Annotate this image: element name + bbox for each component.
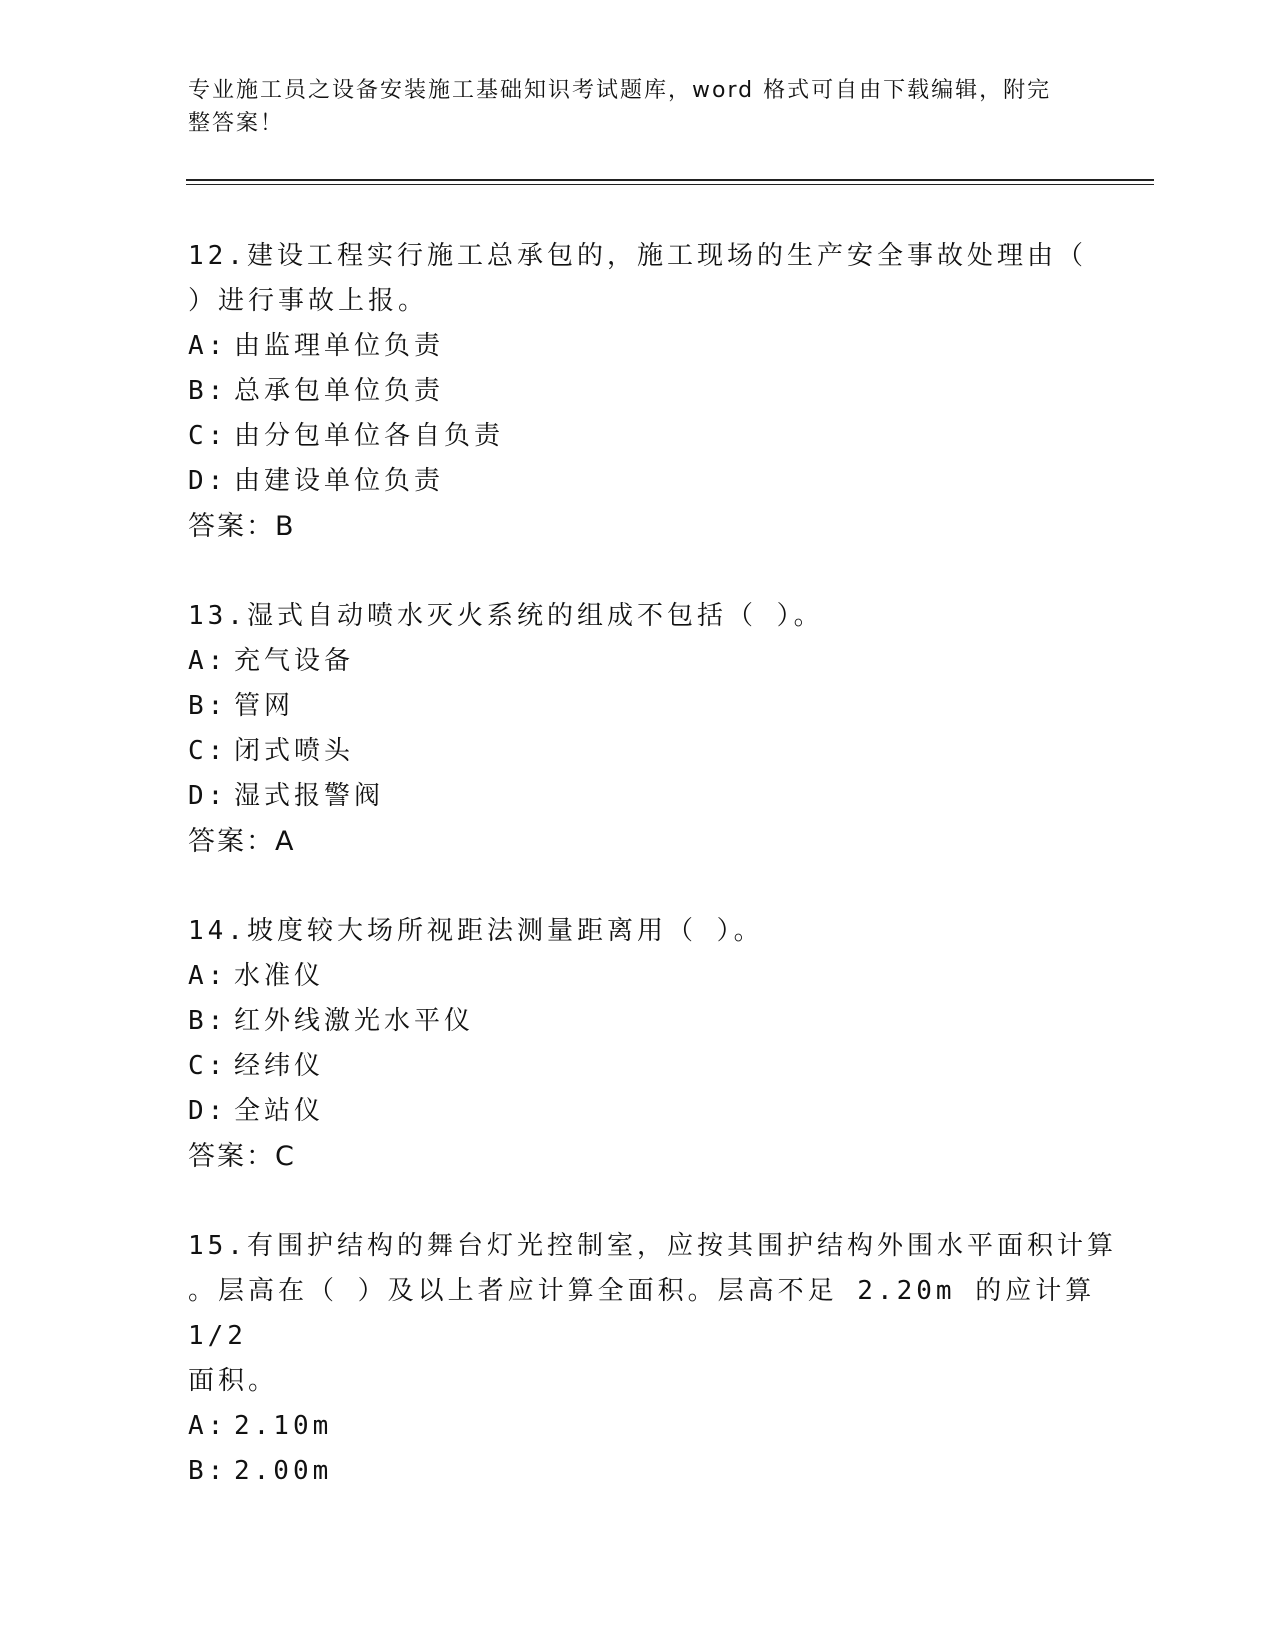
question-text-line: 。层高在（ ）及以上者应计算全面积。层高不足 2.20m 的应计算 1/2 <box>188 1276 1115 1351</box>
option-text: 2.00m <box>234 1456 333 1486</box>
option-label: B: <box>188 691 228 721</box>
option-text: 全站仪 <box>234 1096 325 1126</box>
option-label: D: <box>188 781 228 811</box>
option-text: 由监理单位负责 <box>234 331 445 361</box>
question-text-line: ）进行事故上报。 <box>188 286 429 316</box>
option-label: D: <box>188 466 228 496</box>
question-text-line: 13.湿式自动喷水灭火系统的组成不包括（ ）。 <box>188 601 824 631</box>
question-text-line: 15.有围护结构的舞台灯光控制室，应按其围护结构外围水平面积计算 <box>188 1231 1117 1261</box>
question-15 <box>188 1224 1148 1494</box>
option-text: 水准仪 <box>234 961 325 991</box>
option-label: D: <box>188 1096 228 1126</box>
option-text: 2.10m <box>234 1411 333 1441</box>
answer: 答案：B <box>188 511 296 542</box>
option-c <box>188 1044 1148 1089</box>
option-text: 管网 <box>234 691 295 721</box>
option-label: C: <box>188 421 228 451</box>
question-text-line: 12.建设工程实行施工总承包的，施工现场的生产安全事故处理由（ <box>188 241 1087 271</box>
option-label: B: <box>188 376 228 406</box>
header-line-2: 整答案！ <box>188 111 285 136</box>
option-label: B: <box>188 1456 228 1486</box>
option-a <box>188 639 1148 684</box>
question-12 <box>188 234 1148 550</box>
option-text: 红外线激光水平仪 <box>234 1006 475 1036</box>
option-b <box>188 369 1148 414</box>
option-a <box>188 324 1148 369</box>
option-b <box>188 999 1148 1044</box>
option-a <box>188 954 1148 999</box>
option-label: A: <box>188 646 228 676</box>
option-label: A: <box>188 1411 228 1441</box>
option-label: C: <box>188 736 228 766</box>
option-d <box>188 1089 1148 1134</box>
question-14 <box>188 909 1148 1180</box>
header-line-1: 专业施工员之设备安装施工基础知识考试题库，word 格式可自由下载编辑，附完 <box>188 78 1052 103</box>
option-label: A: <box>188 961 228 991</box>
option-text: 经纬仪 <box>234 1051 325 1081</box>
option-label: B: <box>188 1006 228 1036</box>
header-divider-thin <box>186 184 1154 185</box>
option-text: 由分包单位各自负责 <box>234 421 505 451</box>
option-b <box>188 1449 1148 1494</box>
document-header <box>188 74 1068 140</box>
question-text-line: 面积。 <box>188 1366 279 1396</box>
option-a <box>188 1404 1148 1449</box>
option-text: 闭式喷头 <box>234 736 355 766</box>
answer: 答案：C <box>188 1141 296 1172</box>
option-label: C: <box>188 1051 228 1081</box>
option-d <box>188 774 1148 819</box>
option-text: 总承包单位负责 <box>234 376 445 406</box>
option-text: 由建设单位负责 <box>234 466 445 496</box>
option-d <box>188 459 1148 504</box>
answer: 答案：A <box>188 826 296 857</box>
option-b <box>188 684 1148 729</box>
question-list <box>188 234 1148 1538</box>
option-text: 湿式报警阀 <box>234 781 385 811</box>
option-text: 充气设备 <box>234 646 355 676</box>
option-label: A: <box>188 331 228 361</box>
option-c <box>188 414 1148 459</box>
header-divider-thick <box>186 179 1154 181</box>
option-c <box>188 729 1148 774</box>
question-text-line: 14.坡度较大场所视距法测量距离用（ ）。 <box>188 916 764 946</box>
question-13 <box>188 594 1148 865</box>
